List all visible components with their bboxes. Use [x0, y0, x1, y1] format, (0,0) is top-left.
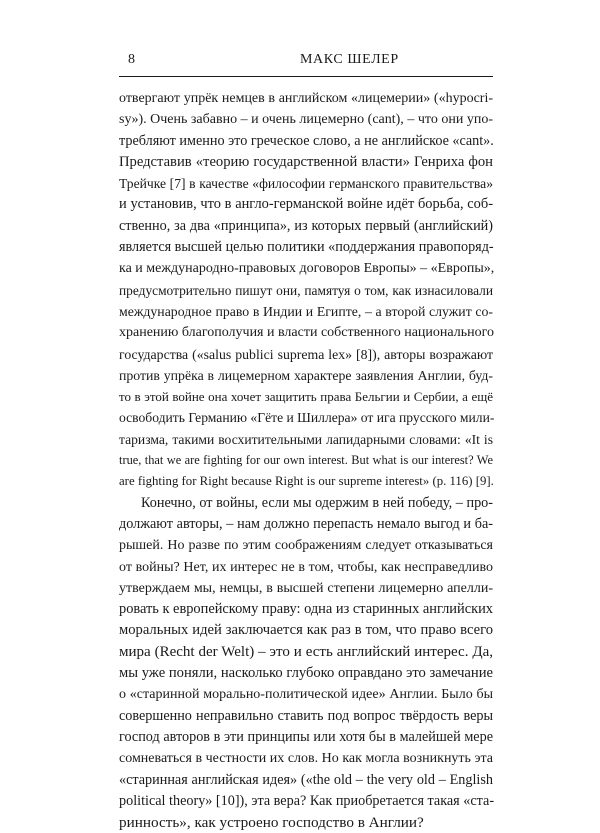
text-line: совершенно неправильно ставить под вопрос твёрдость веры — [119, 707, 493, 724]
text-line: are fighting for Right because Right is our supreme interest» (p. 116) [9]. — [119, 474, 494, 489]
text-line: моральных идей заключается как раз в том, что право всего — [119, 622, 493, 639]
text-line: рышей. Но разве по этим соображениям следует отказываться — [119, 538, 493, 554]
text-line: о «старинной морально-политической идее» Англии. Было бы — [119, 687, 493, 703]
text-line: ровать к европейскому праву: одна из старинных английских — [119, 601, 493, 618]
text-line: отвергают упрёк немцев в английском «лицемерии» («hypocri- — [119, 91, 493, 106]
text-line: должают авторы, – нам должно перепасть немало выгод и ба- — [119, 515, 493, 532]
text-line: сомневаться в честности их слов. Но как могла возникнуть эта — [119, 751, 493, 767]
body-text — [119, 88, 493, 833]
text-line: требляют именно это греческое слово, а не английское «cant». — [119, 132, 494, 149]
text-line: международное право в Индии и Египте, – а второй служит со- — [119, 303, 493, 319]
text-line: против упрёка в лицемерном характере заявления Англии, буд- — [119, 367, 493, 383]
text-line: ринность», как устроено господство в Англии? — [119, 814, 424, 832]
text-line: господ авторов в эти принципы или хотя бы в малейшей мере — [119, 728, 493, 745]
text-line: Конечно, от войны, если мы одержим в ней победу, – про- — [141, 494, 493, 511]
header-rule — [119, 76, 493, 77]
text-line: Трейчке [7] в качестве «философии германского правительства» — [119, 176, 493, 192]
paragraph — [119, 493, 493, 833]
text-line: «старинная английская идея» («the old – the very old – English — [119, 771, 493, 788]
text-line: государства («salus publici suprema lex» [8]), авторы возражают — [119, 346, 493, 362]
text-line: то в этой войне она хочет защитить права Бельгии и Сербии, а ещё — [119, 389, 493, 405]
text-line: таризма, такими восхитительными лапидарными словами: «It is — [119, 431, 493, 447]
text-line: Представив «теорию государственной власти» Генриха фон — [119, 153, 493, 170]
text-line: ственно, за два «принципа», из которых первый (английский) — [119, 217, 493, 234]
text-line: освободить Германию «Гёте и Шиллера» от ига прусского мили- — [119, 410, 495, 426]
text-line: хранению благополучия и власти собственного национального — [119, 325, 495, 341]
running-title: МАКС ШЕЛЕР — [300, 52, 399, 67]
page-number: 8 — [128, 52, 135, 67]
text-line: мы уже поняли, насколько глубоко оправдано это замечание — [119, 665, 493, 682]
text-line: и установив, что в англо-германской войне идёт борьба, соб- — [119, 196, 493, 213]
text-line: мира (Recht der Welt) – это и есть английский интерес. Да, — [119, 643, 493, 660]
text-line: political theory» [10]), эта вера? Как приобретается такая «ста- — [119, 792, 495, 809]
paragraph — [119, 88, 493, 493]
text-line: ка и международно-правовых договоров Европы» – «Европы», — [119, 261, 495, 277]
text-line: true, that we are fighting for our own interest. But what is our interest? We — [119, 453, 493, 468]
text-line: утверждаем мы, немцы, в высшей степени лицемерно апелли- — [119, 580, 493, 596]
text-line: является высшей целью политики «поддержания правопоряд- — [119, 239, 494, 256]
text-line: от войны? Нет, их интерес не в том, чтобы, как несправедливо — [119, 559, 493, 575]
text-line: предусмотрительно пишут они, памятуя о том, как изнасиловали — [119, 282, 493, 298]
text-line: sy»). Очень забавно – и очень лицемерно (cant), – что они упо- — [119, 112, 493, 128]
